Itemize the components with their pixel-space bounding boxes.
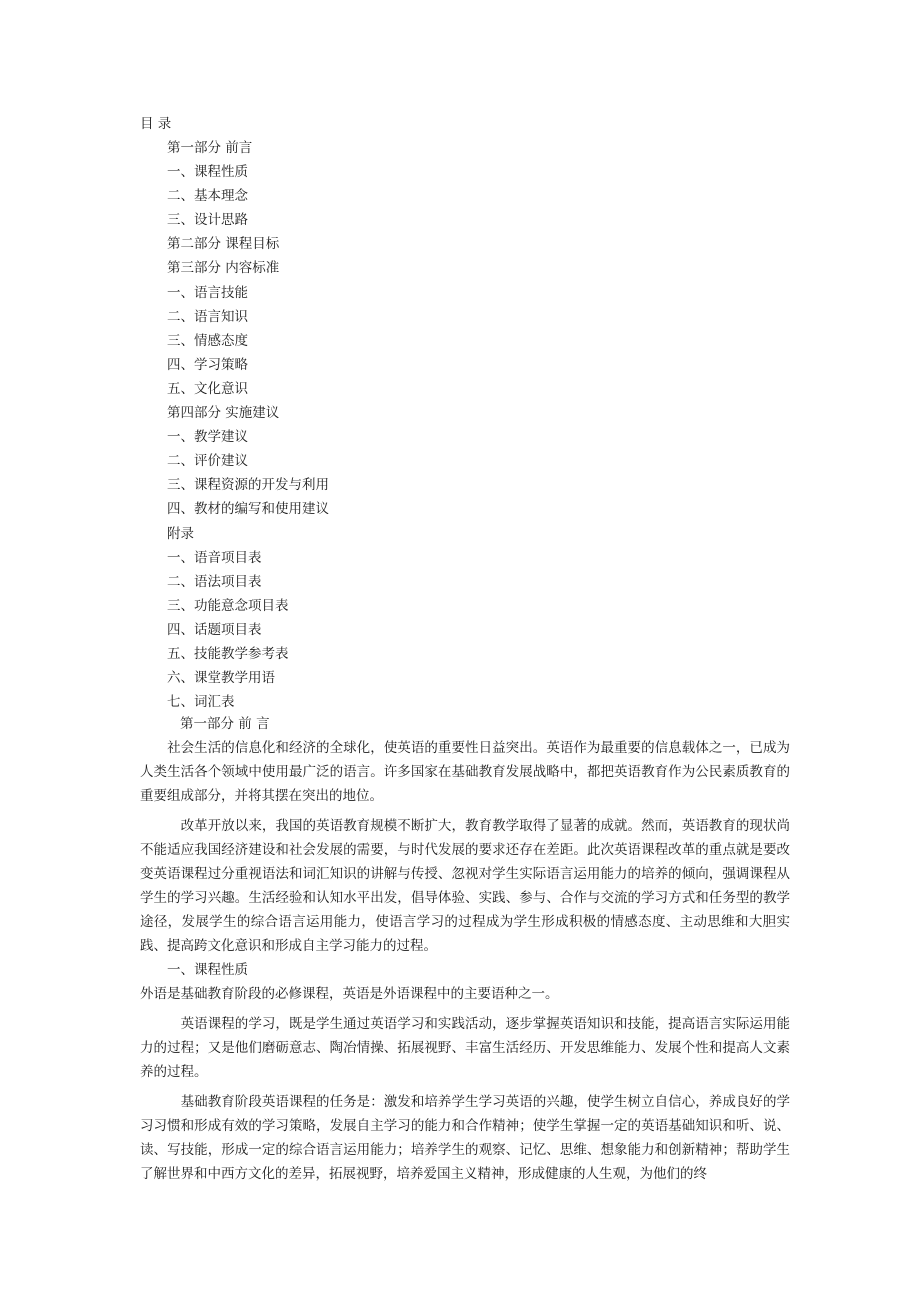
toc-item: 二、基本理念 bbox=[167, 188, 248, 205]
paragraph: 外语是基础教育阶段的必修课程，英语是外语课程中的主要语种之一。 bbox=[140, 986, 559, 1002]
toc-item: 二、语言知识 bbox=[167, 308, 248, 325]
toc-item: 七、词汇表 bbox=[167, 694, 235, 711]
document-body bbox=[140, 712, 790, 1186]
toc-item: 二、评价建议 bbox=[167, 453, 248, 470]
toc-item: 三、功能意念项目表 bbox=[167, 597, 289, 614]
toc-item: 六、课堂教学用语 bbox=[167, 670, 275, 687]
toc-item: 三、情感态度 bbox=[167, 332, 248, 349]
toc-item: 四、话题项目表 bbox=[167, 621, 262, 638]
toc-item: 四、教材的编写和使用建议 bbox=[167, 501, 329, 518]
toc-item: 二、语法项目表 bbox=[167, 573, 262, 590]
toc-item: 一、语音项目表 bbox=[167, 549, 262, 566]
toc-item: 一、语言技能 bbox=[167, 284, 248, 301]
toc-item: 第一部分 前言 bbox=[167, 140, 253, 156]
toc-item: 一、课程性质 bbox=[167, 164, 248, 181]
toc-item: 附录 bbox=[167, 525, 194, 542]
toc-title: 目 录 bbox=[140, 116, 172, 132]
paragraph: 英语课程的学习，既是学生通过英语学习和实践活动，逐步掌握英语知识和技能，提高语言实际运用能力的过程；又是他们磨砺意志、陶冶情操、拓展视野、丰富生活经历、开发思维能力、发展个性和提高人文素养的过程。 bbox=[140, 1016, 790, 1080]
toc-item: 五、文化意识 bbox=[167, 380, 248, 397]
sub-heading: 一、课程性质 bbox=[167, 962, 248, 978]
toc-item: 五、技能教学参考表 bbox=[167, 645, 289, 662]
table-of-contents bbox=[140, 112, 800, 714]
toc-item: 一、教学建议 bbox=[167, 429, 248, 446]
toc-item: 三、课程资源的开发与利用 bbox=[167, 477, 329, 494]
section-title: 第一部分 前 言 bbox=[180, 716, 270, 732]
toc-item: 第三部分 内容标准 bbox=[167, 260, 280, 277]
toc-item: 三、设计思路 bbox=[167, 212, 248, 229]
toc-item: 第二部分 课程目标 bbox=[167, 236, 280, 253]
toc-item: 四、学习策略 bbox=[167, 356, 248, 373]
paragraph: 社会生活的信息化和经济的全球化，使英语的重要性日益突出。英语作为最重要的信息载体之一，已成为人类生活各个领域中使用最广泛的语言。许多国家在基础教育发展战略中，都把英语教育作为公民素质教育的重要组成部分，并将其摆在突出的地位。 bbox=[140, 740, 790, 804]
toc-item: 第四部分 实施建议 bbox=[167, 405, 280, 422]
paragraph: 改革开放以来，我国的英语教育规模不断扩大，教育教学取得了显著的成就。然而，英语教育的现状尚不能适应我国经济建设和社会发展的需要，与时代发展的要求还存在差距。此次英语课程改革的重点就是要改变英语课程过分重视语法和词汇知识的讲解与传授、忽视对学生实际语言运用能力的培养的倾向，强调课程从学生的学习兴趣。生活经验和认知水平出发，倡导体验、实践、参与、合作与交流的学习方式和任务型的教学途径，发展学生的综合语言运用能力，使语言学习的过程成为学生形成积极的情感态度、主动思维和大胆实践、提高跨文化意识和形成自主学习能力的过程。 bbox=[140, 818, 790, 954]
toc-list bbox=[140, 136, 800, 714]
paragraph: 基础教育阶段英语课程的任务是：激发和培养学生学习英语的兴趣，使学生树立自信心，养成良好的学习习惯和形成有效的学习策略，发展自主学习的能力和合作精神；使学生掌握一定的英语基础知识和听、说、读、写技能，形成一定的综合语言运用能力；培养学生的观察、记忆、思维、想象能力和创新精神；帮助学生了解世界和中西方文化的差异，拓展视野，培养爱国主义精神，形成健康的人生观，为他们的终 bbox=[140, 1094, 790, 1182]
